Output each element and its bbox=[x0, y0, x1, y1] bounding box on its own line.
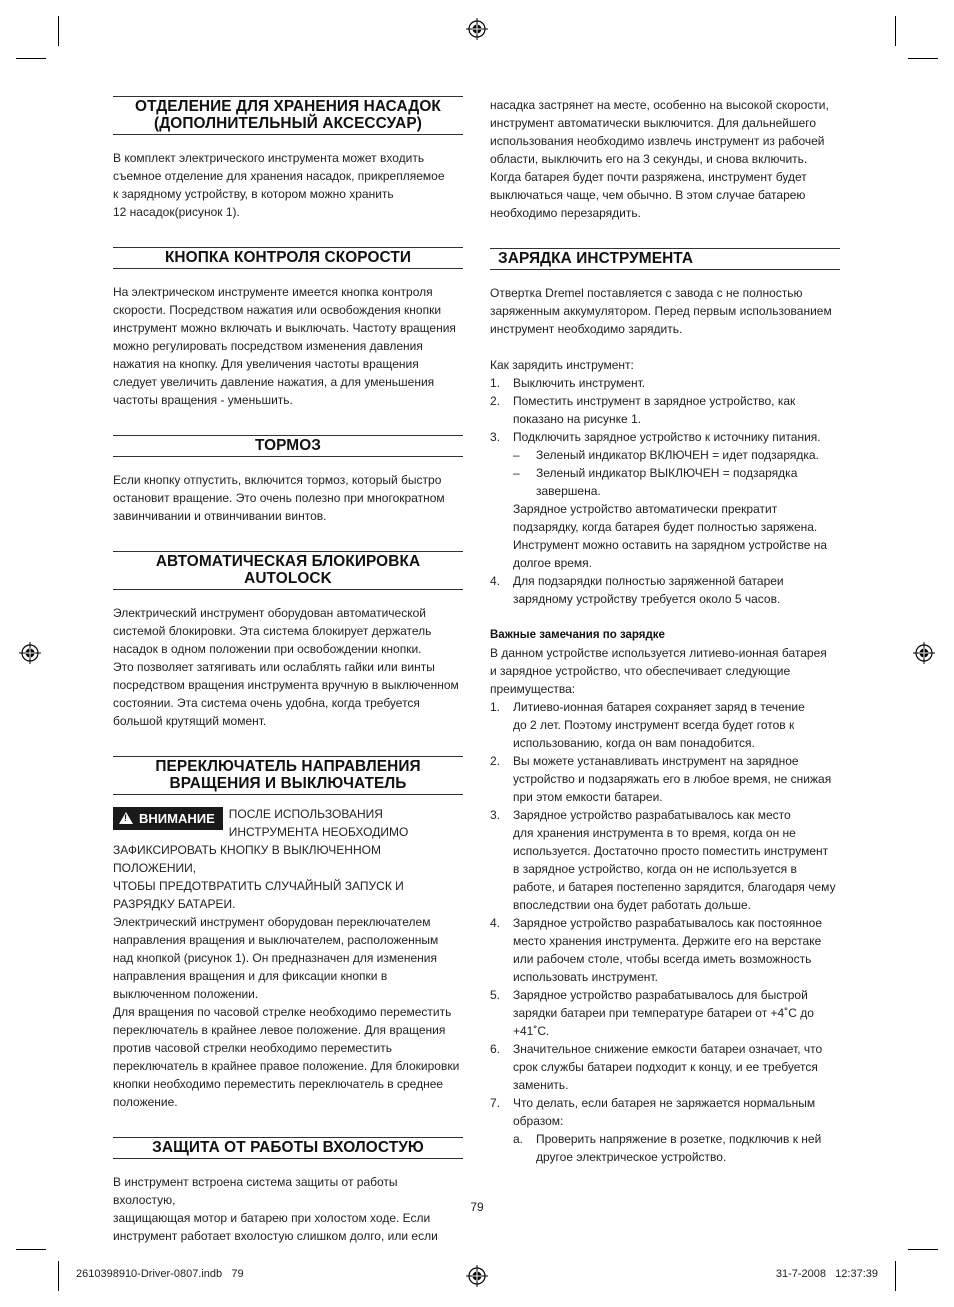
list-item bbox=[490, 374, 840, 392]
text-line: к зарядному устройству, в котором можно хранить bbox=[113, 187, 394, 201]
list-item bbox=[490, 428, 840, 446]
text-line: против часовой стрелки необходимо переместить bbox=[113, 1041, 392, 1055]
warning-badge bbox=[113, 807, 223, 830]
text-line: выключенном положении. bbox=[113, 987, 259, 1001]
crop-mark bbox=[895, 16, 896, 46]
text-line: ЗАФИКСИРОВАТЬ КНОПКУ В ВЫКЛЮЧЕННОМ ПОЛОЖЕНИИ, bbox=[113, 843, 381, 875]
list-item bbox=[490, 914, 840, 986]
text-line: переключатель в крайнее правое положение. Для блокировки bbox=[113, 1059, 460, 1073]
text-line: работе, и батарея постепенно зарядится, благодаря чему bbox=[513, 880, 836, 894]
heading-line: ОТДЕЛЕНИЕ ДЛЯ ХРАНЕНИЯ НАСАДОК bbox=[135, 98, 441, 115]
list-item bbox=[490, 986, 840, 1040]
text-line: срок службы батареи подходит к концу, и ее требуется bbox=[513, 1060, 818, 1074]
text-line: В инструмент встроена система защиты от работы вхолостую, bbox=[113, 1175, 398, 1207]
list-dash: – bbox=[513, 448, 520, 462]
list-number: 4. bbox=[490, 916, 501, 930]
list-number: 5. bbox=[490, 988, 501, 1002]
section-heading-storage bbox=[113, 96, 463, 135]
text-line: ИНСТРУМЕНТА НЕОБХОДИМО bbox=[228, 825, 409, 839]
text-line: Инструмент можно оставить на зарядном устройстве на bbox=[513, 538, 828, 552]
list-item bbox=[490, 752, 840, 806]
text-line: преимущества: bbox=[490, 682, 576, 696]
text-line: Электрический инструмент оборудован автоматической bbox=[113, 606, 426, 620]
list-item bbox=[490, 1040, 840, 1094]
text-line: положение. bbox=[113, 1095, 178, 1109]
crop-mark bbox=[58, 1261, 59, 1291]
text-line: Для вращения по часовой стрелке необходимо переместить bbox=[113, 1005, 452, 1019]
text-line: инструмент необходимо зарядить. bbox=[490, 322, 683, 336]
heading-line: ТОРМОЗ bbox=[254, 437, 322, 454]
text-line: Значительное снижение емкости батареи означает, что bbox=[513, 1042, 823, 1056]
list-continuation bbox=[490, 500, 840, 572]
list-number: 7. bbox=[490, 1096, 501, 1110]
text-line: насадок в одном положении при освобождении кнопки. bbox=[113, 642, 422, 656]
list-item bbox=[490, 572, 840, 608]
idle-continued-paragraph bbox=[490, 96, 840, 222]
list-number: 4. bbox=[490, 574, 501, 588]
charging-intro bbox=[490, 284, 840, 338]
text-line: В данном устройстве используется литиево-ионная батарея bbox=[490, 646, 827, 660]
text-line: кнопки необходимо переместить переключатель в среднее bbox=[113, 1077, 444, 1091]
text-line: Проверить напряжение в розетке, подключив к ней bbox=[536, 1132, 822, 1146]
brake-paragraph bbox=[113, 471, 463, 525]
charging-notes-intro bbox=[490, 644, 840, 698]
crop-mark bbox=[908, 1249, 938, 1250]
text-line: Зеленый индикатор ВЫКЛЮЧЕН = подзарядка bbox=[536, 466, 798, 480]
text-line: РАЗРЯДКУ БАТАРЕИ. bbox=[113, 897, 236, 911]
text-line: зарядки батареи при температуре батареи от +4˚C до bbox=[513, 1006, 814, 1020]
list-subitem bbox=[490, 464, 840, 500]
text-line: 12 насадок(рисунок 1). bbox=[113, 205, 240, 219]
text-line: заменить. bbox=[513, 1078, 569, 1092]
text-line: использования необходимо извлечь инструмент из рабочей bbox=[490, 134, 825, 148]
text-line: направления вращения и для фиксации кнопки в bbox=[113, 969, 388, 983]
text-line: Зарядное устройство автоматически прекратит bbox=[513, 502, 778, 516]
text-line: состоянии. Эта система очень удобна, когда требуется bbox=[113, 696, 420, 710]
text-line: посредством вращения инструмента вручную в выключенном bbox=[113, 678, 459, 692]
text-line: в зарядное устройство, когда он не используется в bbox=[513, 862, 797, 876]
warning-label: ВНИМАНИЕ bbox=[139, 811, 215, 826]
speed-paragraph bbox=[113, 283, 463, 409]
crop-mark bbox=[58, 16, 59, 46]
text-line: съемное отделение для хранения насадок, прикрепляемое bbox=[113, 169, 445, 183]
text-line: ЧТОБЫ ПРЕДОТВРАТИТЬ СЛУЧАЙНЫЙ ЗАПУСК И bbox=[113, 879, 404, 893]
text-line: инструмент автоматически выключится. Для дальнейшего bbox=[490, 116, 817, 130]
text-line: место хранения инструмента. Держите его на верстаке bbox=[513, 934, 822, 948]
text-line: Это позволяет затягивать или ослаблять гайки или винты bbox=[113, 660, 435, 674]
switch-paragraph bbox=[113, 913, 463, 1111]
text-line: Зарядное устройство разрабатывалось как постоянное bbox=[513, 916, 823, 930]
text-line: нажатия на кнопку. Для увеличения частоты вращения bbox=[113, 357, 419, 371]
text-line: Электрический инструмент оборудован переключателем bbox=[113, 915, 431, 929]
text-line: завинчивании и отвинчивании винтов. bbox=[113, 509, 327, 523]
text-line: +41˚C. bbox=[513, 1024, 550, 1038]
text-line: зарядному устройству требуется около 5 часов. bbox=[513, 592, 781, 606]
text-line: ПОСЛЕ ИСПОЛЬЗОВАНИЯ bbox=[228, 807, 383, 821]
list-item bbox=[490, 1094, 840, 1130]
charging-steps bbox=[490, 374, 840, 608]
text-line: Что делать, если батарея не заряжается нормальным bbox=[513, 1096, 816, 1110]
text-line: или рабочем столе, чтобы всегда иметь возможность bbox=[513, 952, 812, 966]
text-line: используется. Достаточно просто поместить инструмент bbox=[513, 844, 829, 858]
text-line: области, выключить его на 3 секунды, и снова включить. bbox=[490, 152, 808, 166]
text-line: насадка застрянет на месте, особенно на высокой скорости, bbox=[490, 98, 829, 112]
list-number: 1. bbox=[490, 376, 501, 390]
list-number: 3. bbox=[490, 808, 501, 822]
text-line: заряженным аккумулятором. Перед первым использованием bbox=[490, 304, 832, 318]
text-line: остановит вращение. Это очень полезно при многократном bbox=[113, 491, 445, 505]
text-line: Если кнопку отпустить, включится тормоз, который быстро bbox=[113, 473, 442, 487]
text-line: Поместить инструмент в зарядное устройство, как bbox=[513, 394, 796, 408]
crop-mark bbox=[908, 58, 938, 59]
footer-date: 31-7-2008 12:37:39 bbox=[775, 1268, 878, 1280]
heading-line: ВРАЩЕНИЯ И ВЫКЛЮЧАТЕЛЬ bbox=[169, 775, 407, 792]
heading-line: АВТОМАТИЧЕСКАЯ БЛОКИРОВКА bbox=[155, 553, 421, 570]
text-line: образом: bbox=[513, 1114, 564, 1128]
list-subitem bbox=[490, 446, 840, 464]
text-line: показано на рисунке 1. bbox=[513, 412, 642, 426]
text-line: переключатель в крайнее левое положение. Для вращения bbox=[113, 1023, 446, 1037]
text-line: долгое время. bbox=[513, 556, 593, 570]
text-line: использованию, когда он вам понадобится. bbox=[513, 736, 755, 750]
text-line: инструмент работает вхолостую слишком долго, или если bbox=[113, 1229, 438, 1243]
section-heading-autolock bbox=[113, 551, 463, 590]
registration-mark-icon bbox=[466, 1265, 488, 1287]
heading-line: КНОПКА КОНТРОЛЯ СКОРОСТИ bbox=[164, 249, 412, 266]
heading-line: AUTOLOCK bbox=[244, 570, 332, 587]
section-heading-charging bbox=[490, 248, 840, 270]
text-line: Для подзарядки полностью заряженной батареи bbox=[513, 574, 784, 588]
list-item bbox=[490, 806, 840, 914]
crop-mark bbox=[895, 1261, 896, 1291]
text-line: Вы можете устанавливать инструмент на зарядное bbox=[513, 754, 799, 768]
list-number: 3. bbox=[490, 430, 501, 444]
list-number: 6. bbox=[490, 1042, 501, 1056]
crop-mark bbox=[16, 58, 46, 59]
text-line: и зарядное устройство, что обеспечивает следующие bbox=[490, 664, 791, 678]
left-column bbox=[113, 96, 463, 1245]
registration-mark-icon bbox=[466, 18, 488, 40]
text-line: Когда батарея будет почти разряжена, инструмент будет bbox=[490, 170, 807, 184]
section-heading-switch bbox=[113, 756, 463, 795]
text-line: необходимо перезарядить. bbox=[490, 206, 641, 220]
text-line: Зарядное устройство разрабатывалось для быстрой bbox=[513, 988, 808, 1002]
text-line: Выключить инструмент. bbox=[513, 376, 646, 390]
list-number: 1. bbox=[490, 700, 501, 714]
text-line: Зеленый индикатор ВКЛЮЧЕН = идет подзарядка. bbox=[536, 448, 819, 462]
how-to-charge-label: Как зарядить инструмент: bbox=[490, 358, 634, 372]
text-line: подзарядку, когда батарея будет полностью заряжена. bbox=[513, 520, 818, 534]
section-heading-brake bbox=[113, 435, 463, 457]
warning-triangle-icon: ! bbox=[119, 812, 133, 824]
text-line: выключаться чаще, чем обычно. В этом случае батарею bbox=[490, 188, 806, 202]
text-line: Отвертка Dremel поставляется с завода с не полностью bbox=[490, 286, 803, 300]
text-line: защищающая мотор и батарею при холостом ходе. Если bbox=[113, 1211, 431, 1225]
heading-line: ЗАЩИТА ОТ РАБОТЫ ВХОЛОСТУЮ bbox=[152, 1139, 424, 1156]
charging-notes-title: Важные замечания по зарядке bbox=[490, 629, 665, 641]
text-line: до 2 лет. Поэтому инструмент всегда будет готов к bbox=[513, 718, 795, 732]
footer-file-info: 2610398910-Driver-0807.indb 79 bbox=[76, 1268, 244, 1280]
list-item bbox=[490, 392, 840, 428]
text-line: Литиево-ионная батарея сохраняет заряд в течение bbox=[513, 700, 805, 714]
crop-mark bbox=[16, 1249, 46, 1250]
text-line: другое электрическое устройство. bbox=[536, 1150, 727, 1164]
text-line: инструмент можно включать и выключать. Частоту вращения bbox=[113, 321, 456, 335]
section-heading-idle bbox=[113, 1137, 463, 1159]
text-line: частоты вращения - уменьшить. bbox=[113, 393, 293, 407]
section-heading-speed bbox=[113, 247, 463, 269]
text-line: при этом емкости батареи. bbox=[513, 790, 663, 804]
right-column bbox=[490, 96, 840, 1166]
page-number: 79 bbox=[470, 1200, 484, 1214]
text-line: для хранения инструмента в то время, когда он не bbox=[513, 826, 796, 840]
text-line: На электрическом инструменте имеется кнопка контроля bbox=[113, 285, 433, 299]
list-item bbox=[490, 698, 840, 752]
text-line: скорости. Посредством нажатия или освобождения кнопки bbox=[113, 303, 442, 317]
list-number: 2. bbox=[490, 754, 501, 768]
text-line: завершена. bbox=[536, 484, 601, 498]
text-line: можно регулировать посредством изменения давления bbox=[113, 339, 423, 353]
list-subitem bbox=[490, 1130, 840, 1166]
autolock-paragraph bbox=[113, 604, 463, 730]
warning-block bbox=[113, 805, 463, 913]
charging-notes-list bbox=[490, 698, 840, 1166]
text-line: В комплект электрического инструмента может входить bbox=[113, 151, 425, 165]
text-line: направления вращения и выключателем, расположенным bbox=[113, 933, 439, 947]
registration-mark-icon bbox=[19, 642, 41, 664]
text-line: над кнопкой (рисунок 1). Он предназначен для изменения bbox=[113, 951, 437, 965]
heading-line: ПЕРЕКЛЮЧАТЕЛЬ НАПРАВЛЕНИЯ bbox=[155, 758, 421, 775]
text-line: Подключить зарядное устройство к источнику питания. bbox=[513, 430, 821, 444]
text-line: использовать инструмент. bbox=[513, 970, 658, 984]
text-line: системой блокировки. Эта система блокирует держатель bbox=[113, 624, 432, 638]
list-letter: a. bbox=[513, 1132, 524, 1146]
heading-line: (ДОПОЛНИТЕЛЬНЫЙ АКСЕССУАР) bbox=[154, 115, 422, 132]
list-dash: – bbox=[513, 466, 520, 480]
storage-paragraph bbox=[113, 149, 463, 221]
registration-mark-icon bbox=[913, 642, 935, 664]
text-line: Зарядное устройство разрабатывалось как место bbox=[513, 808, 791, 822]
list-number: 2. bbox=[490, 394, 501, 408]
heading-line: ЗАРЯДКА ИНСТРУМЕНТА bbox=[498, 250, 694, 267]
text-line: устройство и подзаряжать его в любое время, не снижая bbox=[513, 772, 832, 786]
text-line: впоследствии она будет работать дольше. bbox=[513, 898, 751, 912]
text-line: большой крутящий момент. bbox=[113, 714, 267, 728]
text-line: следует увеличить давление нажатия, а для уменьшения bbox=[113, 375, 435, 389]
